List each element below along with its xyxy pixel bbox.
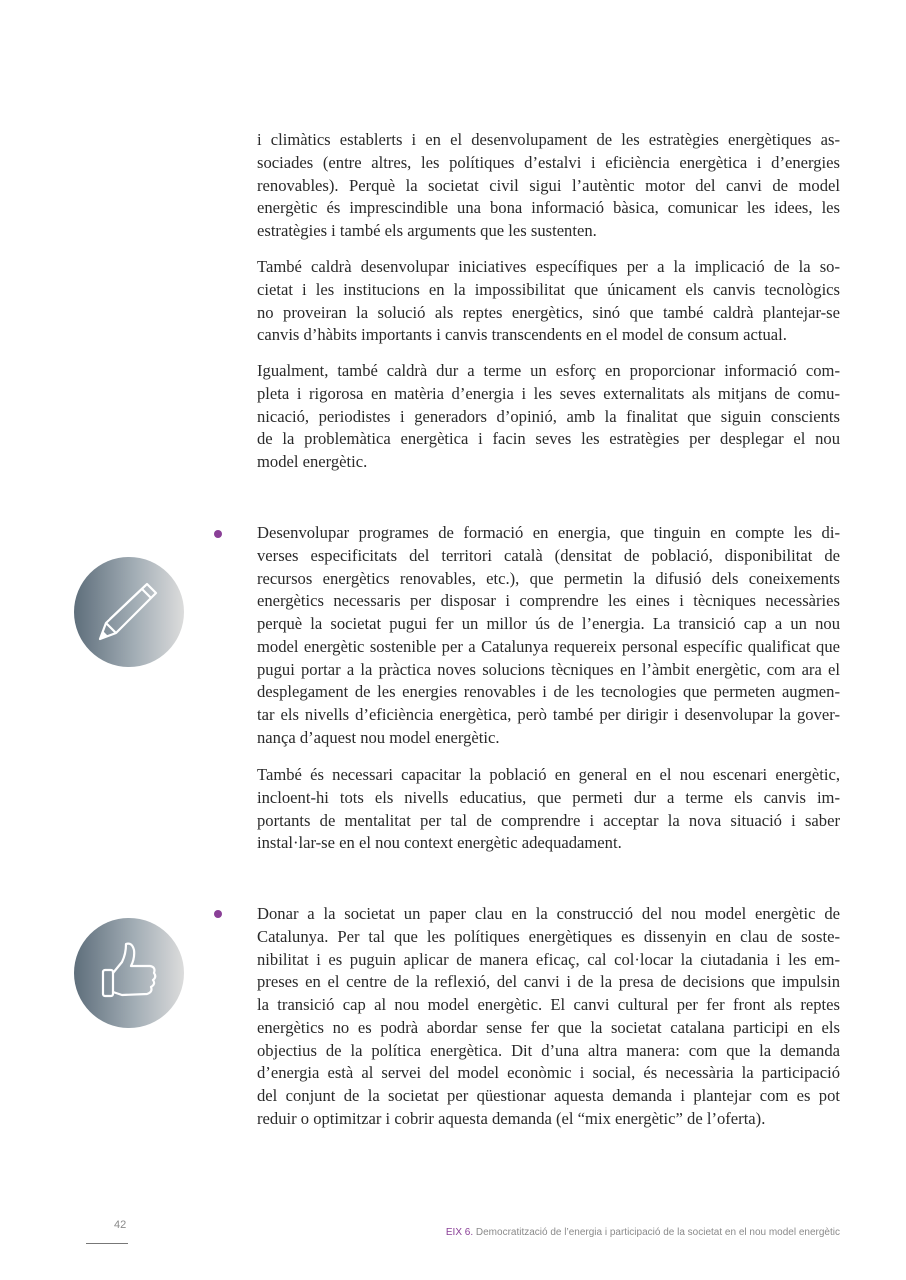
text-line: També caldrà desenvolupar iniciatives específiques per a la implicació de la so- [257, 257, 840, 276]
text-line: desplegament de les energies renovables i de les tecnologies que permeten augmen- [257, 682, 840, 702]
text-line: Igualment, també caldrà dur a terme un esforç en proporcionar informació com- [257, 361, 840, 380]
thumbs-up-icon [74, 918, 184, 1028]
text-line: nança d’aquest nou model energètic. [257, 727, 500, 747]
text-line: del conjunt de la societat per qüestionar aquesta demanda i plantejar com es pot [257, 1086, 840, 1105]
text-line: estratègies i també els arguments que les sustenten. [257, 221, 597, 240]
text-line: perquè la societat pugui fer un millor ús de l’energia. La transició cap a un nou [257, 614, 840, 633]
text-line: Donar a la societat un paper clau en la construcció del nou model energètic de [257, 904, 840, 923]
text-line: Catalunya. Per tal que les polítiques energètiques es dissenyin en clau de soste- [257, 926, 840, 946]
page-number: 42 [114, 1219, 127, 1231]
text-line: renovables). Perquè la societat civil sigui l’autèntic motor del canvi de model [257, 175, 840, 195]
paragraph [257, 360, 840, 474]
text-line: Desenvolupar programes de formació en energia, que tinguin en compte les di- [257, 523, 840, 542]
bullet-marker [214, 910, 222, 918]
text-line: reduir o optimitzar i cobrir aquesta demanda (el “mix energètic” de l’oferta). [257, 1108, 766, 1128]
text-line: portants de mentalitat per tal de comprendre i acceptar la nova situació i saber [257, 810, 840, 830]
section-label: EIX 6. [445, 1227, 474, 1238]
text-line: de la problemàtica energètica i facin seves les estratègies per desplegar el nou [257, 429, 840, 449]
paragraph [257, 764, 840, 855]
pencil-icon [74, 557, 184, 667]
text-line: També és necessari capacitar la població en general en el nou escenari energètic, [257, 765, 840, 784]
text-line: la transició cap al nou model energètic. El canvi cultural per fer front als reptes [257, 995, 840, 1014]
text-line: model energètic. [257, 452, 368, 471]
paragraph [257, 256, 840, 347]
text-line: d’energia està al servei del model econòmic i social, és necessària la participació [257, 1063, 840, 1083]
text-line: sociades (entre altres, les polítiques d’estalvi i eficiència energètica i d’energies [257, 152, 840, 172]
text-line: cietat i les institucions en la impossibilitat que únicament els canvis tecnològics [257, 279, 840, 299]
text-line: incloent-hi tots els nivells educatius, que permeti dur a terme els canvis im- [257, 787, 840, 807]
text-line: energètics no es podrà abordar sense fer que la societat catalana participi en els [257, 1017, 840, 1037]
paragraph [257, 522, 840, 750]
text-line: pleta i rigorosa en matèria d’energia i les seves externalitats als mitjans de comu- [257, 383, 840, 403]
text-line: verses especificitats del territori català (densitat de població, disponibilitat de [257, 545, 840, 565]
running-footer [446, 1227, 840, 1238]
text-line: i climàtics establerts i en el desenvolupament de les estratègies energètiques as- [257, 130, 840, 149]
text-line: pugui portar a la pràctica noves solucions tècniques en l’àmbit energètic, com ara el [257, 659, 840, 679]
text-line: instal·lar-se en el nou context energètic adequadament. [257, 833, 622, 853]
text-line: energètic és imprescindible una bona informació bàsica, comunicar les idees, les [257, 198, 840, 218]
text-line: tar els nivells d’eficiència energètica, però també per dirigir i desenvolupar la gover- [257, 705, 840, 724]
paragraph [257, 129, 840, 243]
bullet-marker [214, 530, 222, 538]
text-line: objectius de la política energètica. Dit d’una altra manera: com que la demanda [257, 1040, 840, 1060]
text-line: recursos energètics renovables, etc.), que permetin la difusió dels coneixements [257, 568, 840, 588]
text-line: model energètic sostenible per a Catalunya requereix personal específic qualificat que [257, 636, 840, 656]
page-number-rule [86, 1243, 128, 1244]
text-line: preses en el centre de la reflexió, del canvi i de la presa de decisions que impulsin [257, 972, 840, 992]
text-line: nibilitat i es puguin aplicar de manera eficaç, cal col·locar la ciutadania i les em- [257, 949, 840, 969]
text-line: energètics necessaris per disposar i comprendre les eines i tècniques necessàries [257, 591, 840, 611]
text-line: no proveiran la solució als reptes energètics, sinó que també caldrà plantejar-se [257, 302, 840, 322]
text-line: canvis d’hàbits importants i canvis transcendents en el model de consum actual. [257, 325, 787, 345]
section-title: Democratització de l’energia i participació de la societat en el nou model energètic [473, 1227, 840, 1238]
paragraph [257, 903, 840, 1131]
text-line: nicació, periodistes i generadors d’opinió, amb la finalitat que siguin conscients [257, 406, 840, 426]
